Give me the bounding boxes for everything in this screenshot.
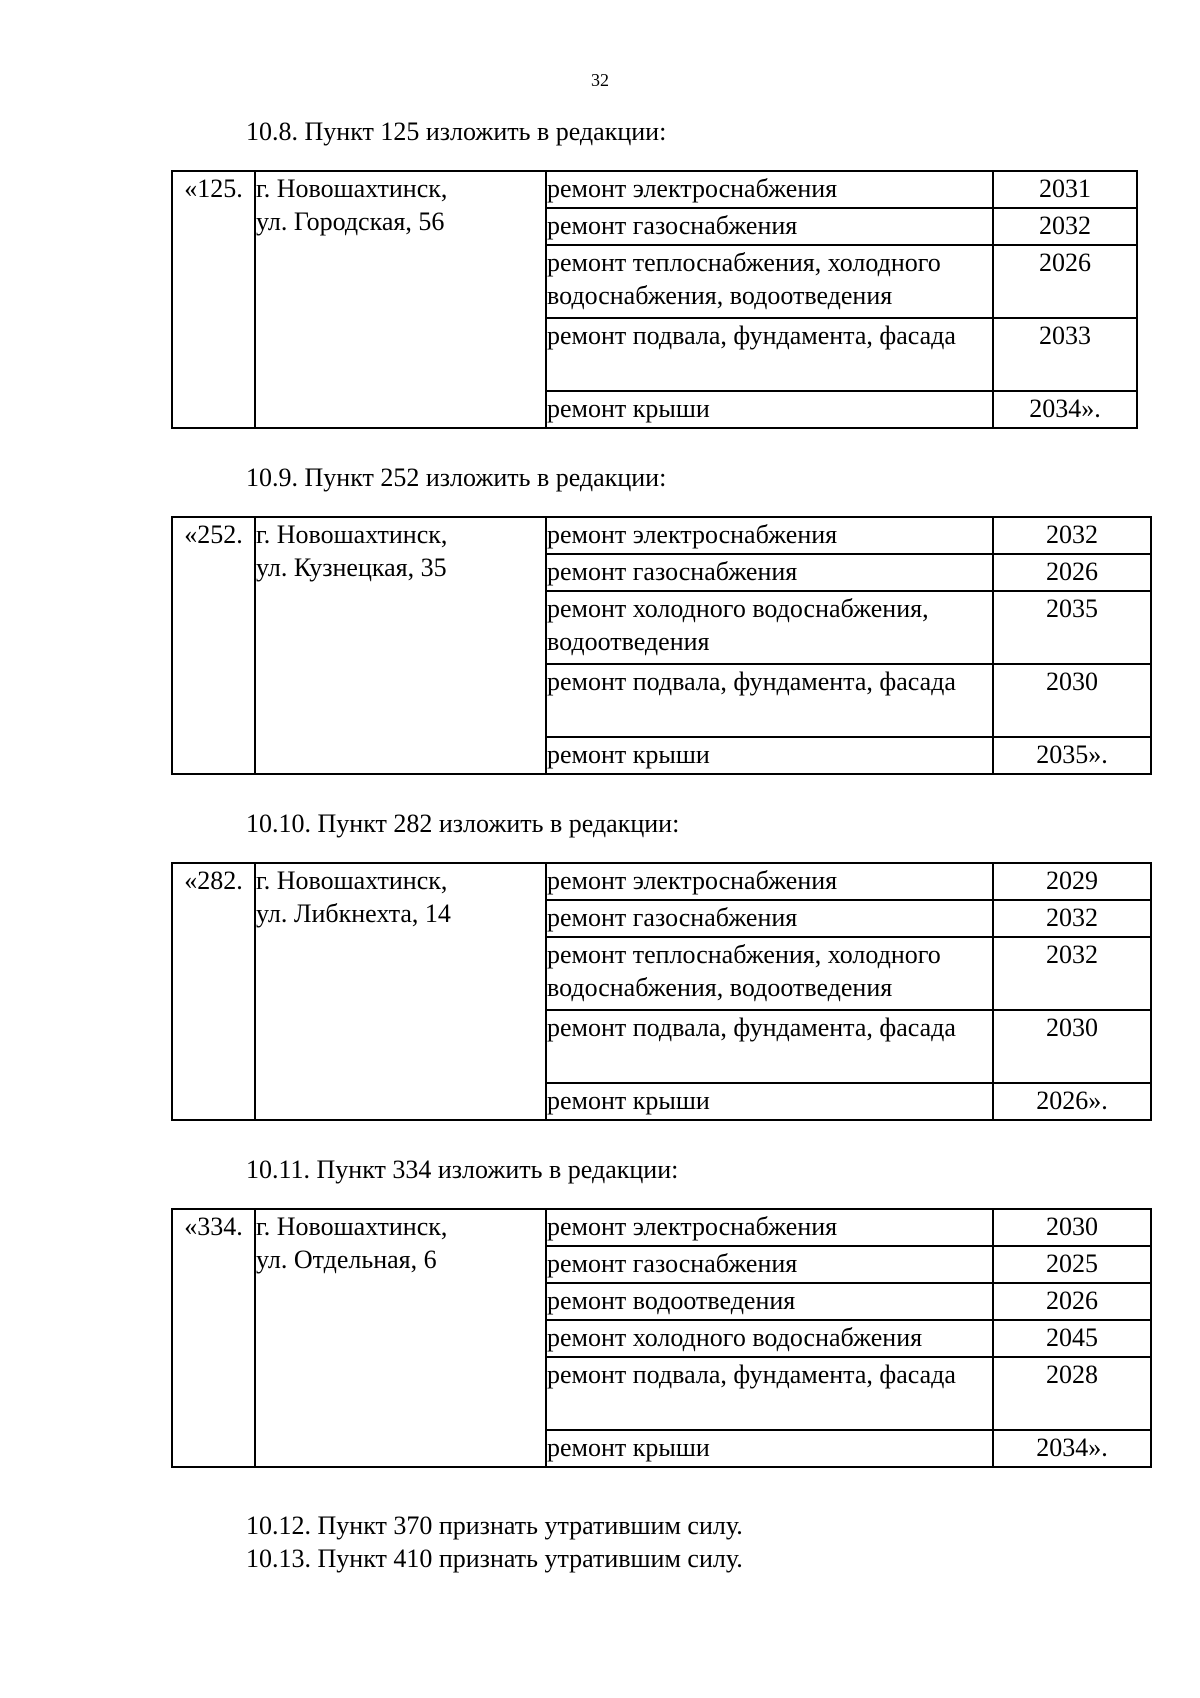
- work-type: ремонт холодного водоснабжения, водоотведения: [546, 591, 993, 664]
- work-type: ремонт крыши: [546, 737, 993, 774]
- address-street: ул. Отдельная, 6: [256, 1245, 437, 1274]
- work-type: ремонт подвала, фундамента, фасада: [546, 1357, 993, 1430]
- work-year: 2030: [993, 664, 1151, 737]
- section-heading: 10.11. Пункт 334 изложить в редакции:: [246, 1155, 679, 1184]
- work-type: ремонт подвала, фундамента, фасада: [546, 1010, 993, 1083]
- work-type: ремонт крыши: [546, 1083, 993, 1120]
- section-heading: 10.9. Пункт 252 изложить в редакции:: [246, 463, 667, 492]
- work-year: 2030: [993, 1209, 1151, 1246]
- amendment-table: [171, 862, 1152, 1121]
- table-row: [172, 517, 1151, 554]
- address-street: ул. Городская, 56: [256, 207, 445, 236]
- work-year: 2026: [993, 245, 1137, 318]
- address-city: г. Новошахтинск,: [256, 174, 448, 203]
- section-heading: 10.8. Пункт 125 изложить в редакции:: [246, 117, 667, 146]
- item-number: «334.: [172, 1209, 255, 1467]
- work-year: 2032: [993, 937, 1151, 1010]
- work-type: ремонт газоснабжения: [546, 1246, 993, 1283]
- address-street: ул. Либкнехта, 14: [256, 899, 451, 928]
- work-type: ремонт теплоснабжения, холодного водоснабжения, водоотведения: [546, 937, 993, 1010]
- table-row: [172, 863, 1151, 900]
- work-type: ремонт подвала, фундамента, фасада: [546, 664, 993, 737]
- work-year: 2032: [993, 208, 1137, 245]
- work-year: 2032: [993, 900, 1151, 937]
- work-type: ремонт водоотведения: [546, 1283, 993, 1320]
- address-city: г. Новошахтинск,: [256, 1212, 448, 1241]
- closing-paragraph: 10.13. Пункт 410 признать утратившим силу.: [246, 1544, 743, 1573]
- work-type: ремонт газоснабжения: [546, 554, 993, 591]
- work-year: 2029: [993, 863, 1151, 900]
- work-type: ремонт крыши: [546, 391, 993, 428]
- address-street: ул. Кузнецкая, 35: [256, 553, 447, 582]
- section-heading: 10.10. Пункт 282 изложить в редакции:: [246, 809, 680, 838]
- work-type: ремонт газоснабжения: [546, 900, 993, 937]
- table-row: [172, 1209, 1151, 1246]
- work-type: ремонт теплоснабжения, холодного водоснабжения, водоотведения: [546, 245, 993, 318]
- work-type: ремонт электроснабжения: [546, 1209, 993, 1246]
- work-year: 2025: [993, 1246, 1151, 1283]
- table-row: [172, 171, 1137, 208]
- amendment-table: [171, 1208, 1152, 1468]
- address-cell: [255, 171, 546, 428]
- item-number: «125.: [172, 171, 255, 428]
- work-year: 2045: [993, 1320, 1151, 1357]
- work-type: ремонт газоснабжения: [546, 208, 993, 245]
- work-type: ремонт подвала, фундамента, фасада: [546, 318, 993, 391]
- address-city: г. Новошахтинск,: [256, 520, 448, 549]
- work-type: ремонт холодного водоснабжения: [546, 1320, 993, 1357]
- amendment-table: [171, 516, 1152, 775]
- address-cell: [255, 517, 546, 774]
- work-year: 2026: [993, 1283, 1151, 1320]
- work-type: ремонт электроснабжения: [546, 171, 993, 208]
- work-year: 2028: [993, 1357, 1151, 1430]
- item-number: «282.: [172, 863, 255, 1120]
- work-type: ремонт электроснабжения: [546, 863, 993, 900]
- work-year: 2031: [993, 171, 1137, 208]
- work-type: ремонт крыши: [546, 1430, 993, 1467]
- address-city: г. Новошахтинск,: [256, 866, 448, 895]
- address-cell: [255, 863, 546, 1120]
- work-year: 2026: [993, 554, 1151, 591]
- closing-paragraph: 10.12. Пункт 370 признать утратившим силу.: [246, 1511, 743, 1540]
- work-year: 2026».: [993, 1083, 1151, 1120]
- amendment-table: [171, 170, 1138, 429]
- work-year: 2032: [993, 517, 1151, 554]
- work-year: 2034».: [993, 391, 1137, 428]
- address-cell: [255, 1209, 546, 1467]
- item-number: «252.: [172, 517, 255, 774]
- work-year: 2035».: [993, 737, 1151, 774]
- work-year: 2034».: [993, 1430, 1151, 1467]
- page-number: 32: [591, 70, 609, 90]
- work-year: 2035: [993, 591, 1151, 664]
- work-year: 2030: [993, 1010, 1151, 1083]
- work-type: ремонт электроснабжения: [546, 517, 993, 554]
- work-year: 2033: [993, 318, 1137, 391]
